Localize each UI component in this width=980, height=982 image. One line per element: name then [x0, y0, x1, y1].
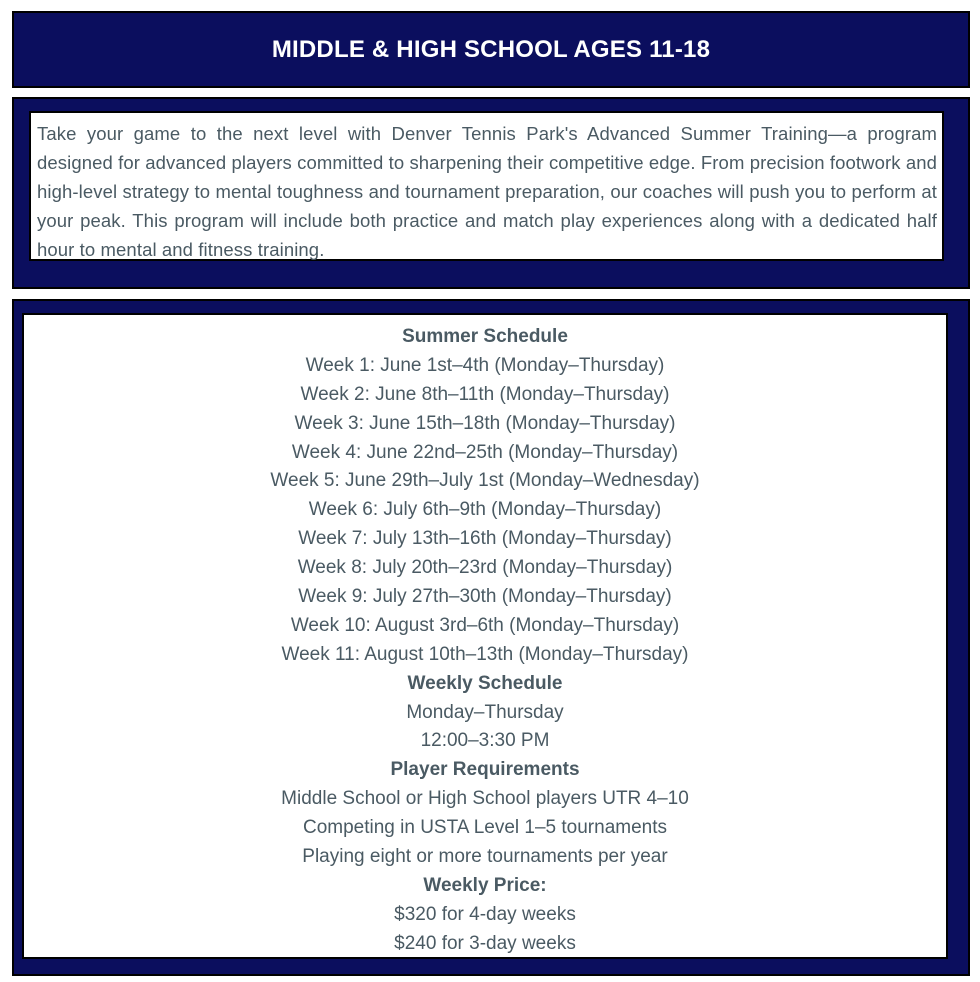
page-banner: [12, 11, 970, 88]
week-item: Week 5: June 29th–July 1st (Monday–Wednesday): [270, 470, 700, 492]
weekly-schedule-days: Monday–Thursday: [406, 701, 564, 723]
weekly-schedule-heading: Weekly Schedule: [407, 672, 563, 694]
weekly-schedule-time: 12:00–3:30 PM: [420, 730, 550, 752]
summer-schedule-heading: Summer Schedule: [402, 326, 568, 347]
page-title: MIDDLE & HIGH SCHOOL AGES 11-18: [271, 35, 711, 63]
intro-section: [12, 97, 970, 289]
week-item: Week 3: June 15th–18th (Monday–Thursday): [294, 412, 676, 434]
intro-paragraph: Take your game to the next level with Denver Tennis Park's Advanced Summer Training—a program designed for advanced players committed to sharpening their competitive edge. From precision footwork and high-level strategy to mental toughness and tournament preparation, our coaches will push you to perform at your peak. This program will include both practice and match play experiences along with a dedicated half hour to mental and fitness training.: [37, 123, 937, 260]
week-item: Week 1: June 1st–4th (Monday–Thursday): [305, 354, 665, 376]
player-requirements-heading: Player Requirements: [390, 759, 580, 781]
price-item: $320 for 4-day weeks: [394, 903, 576, 925]
week-item: Week 4: June 22nd–25th (Monday–Thursday): [291, 441, 679, 463]
weekly-price-heading: Weekly Price:: [423, 874, 547, 896]
week-item: Week 10: August 3rd–6th (Monday–Thursday): [290, 614, 680, 636]
price-item: $240 for 3-day weeks: [394, 932, 576, 954]
week-item: Week 7: July 13th–16th (Monday–Thursday): [298, 528, 672, 550]
week-item: Week 6: July 6th–9th (Monday–Thursday): [308, 499, 662, 521]
requirement-item: Playing eight or more tournaments per year: [302, 846, 668, 868]
week-item: Week 9: July 27th–30th (Monday–Thursday): [298, 586, 672, 608]
week-item: Week 8: July 20th–23rd (Monday–Thursday): [297, 557, 673, 579]
week-item: Week 2: June 8th–11th (Monday–Thursday): [300, 383, 670, 405]
schedule-box: [22, 313, 948, 959]
week-item: Week 11: August 10th–13th (Monday–Thursday): [281, 643, 689, 665]
requirement-item: Middle School or High School players UTR 4–10: [281, 788, 689, 810]
requirement-item: Competing in USTA Level 1–5 tournaments: [302, 817, 667, 839]
schedule-section: [12, 299, 970, 976]
intro-box: [29, 111, 944, 261]
